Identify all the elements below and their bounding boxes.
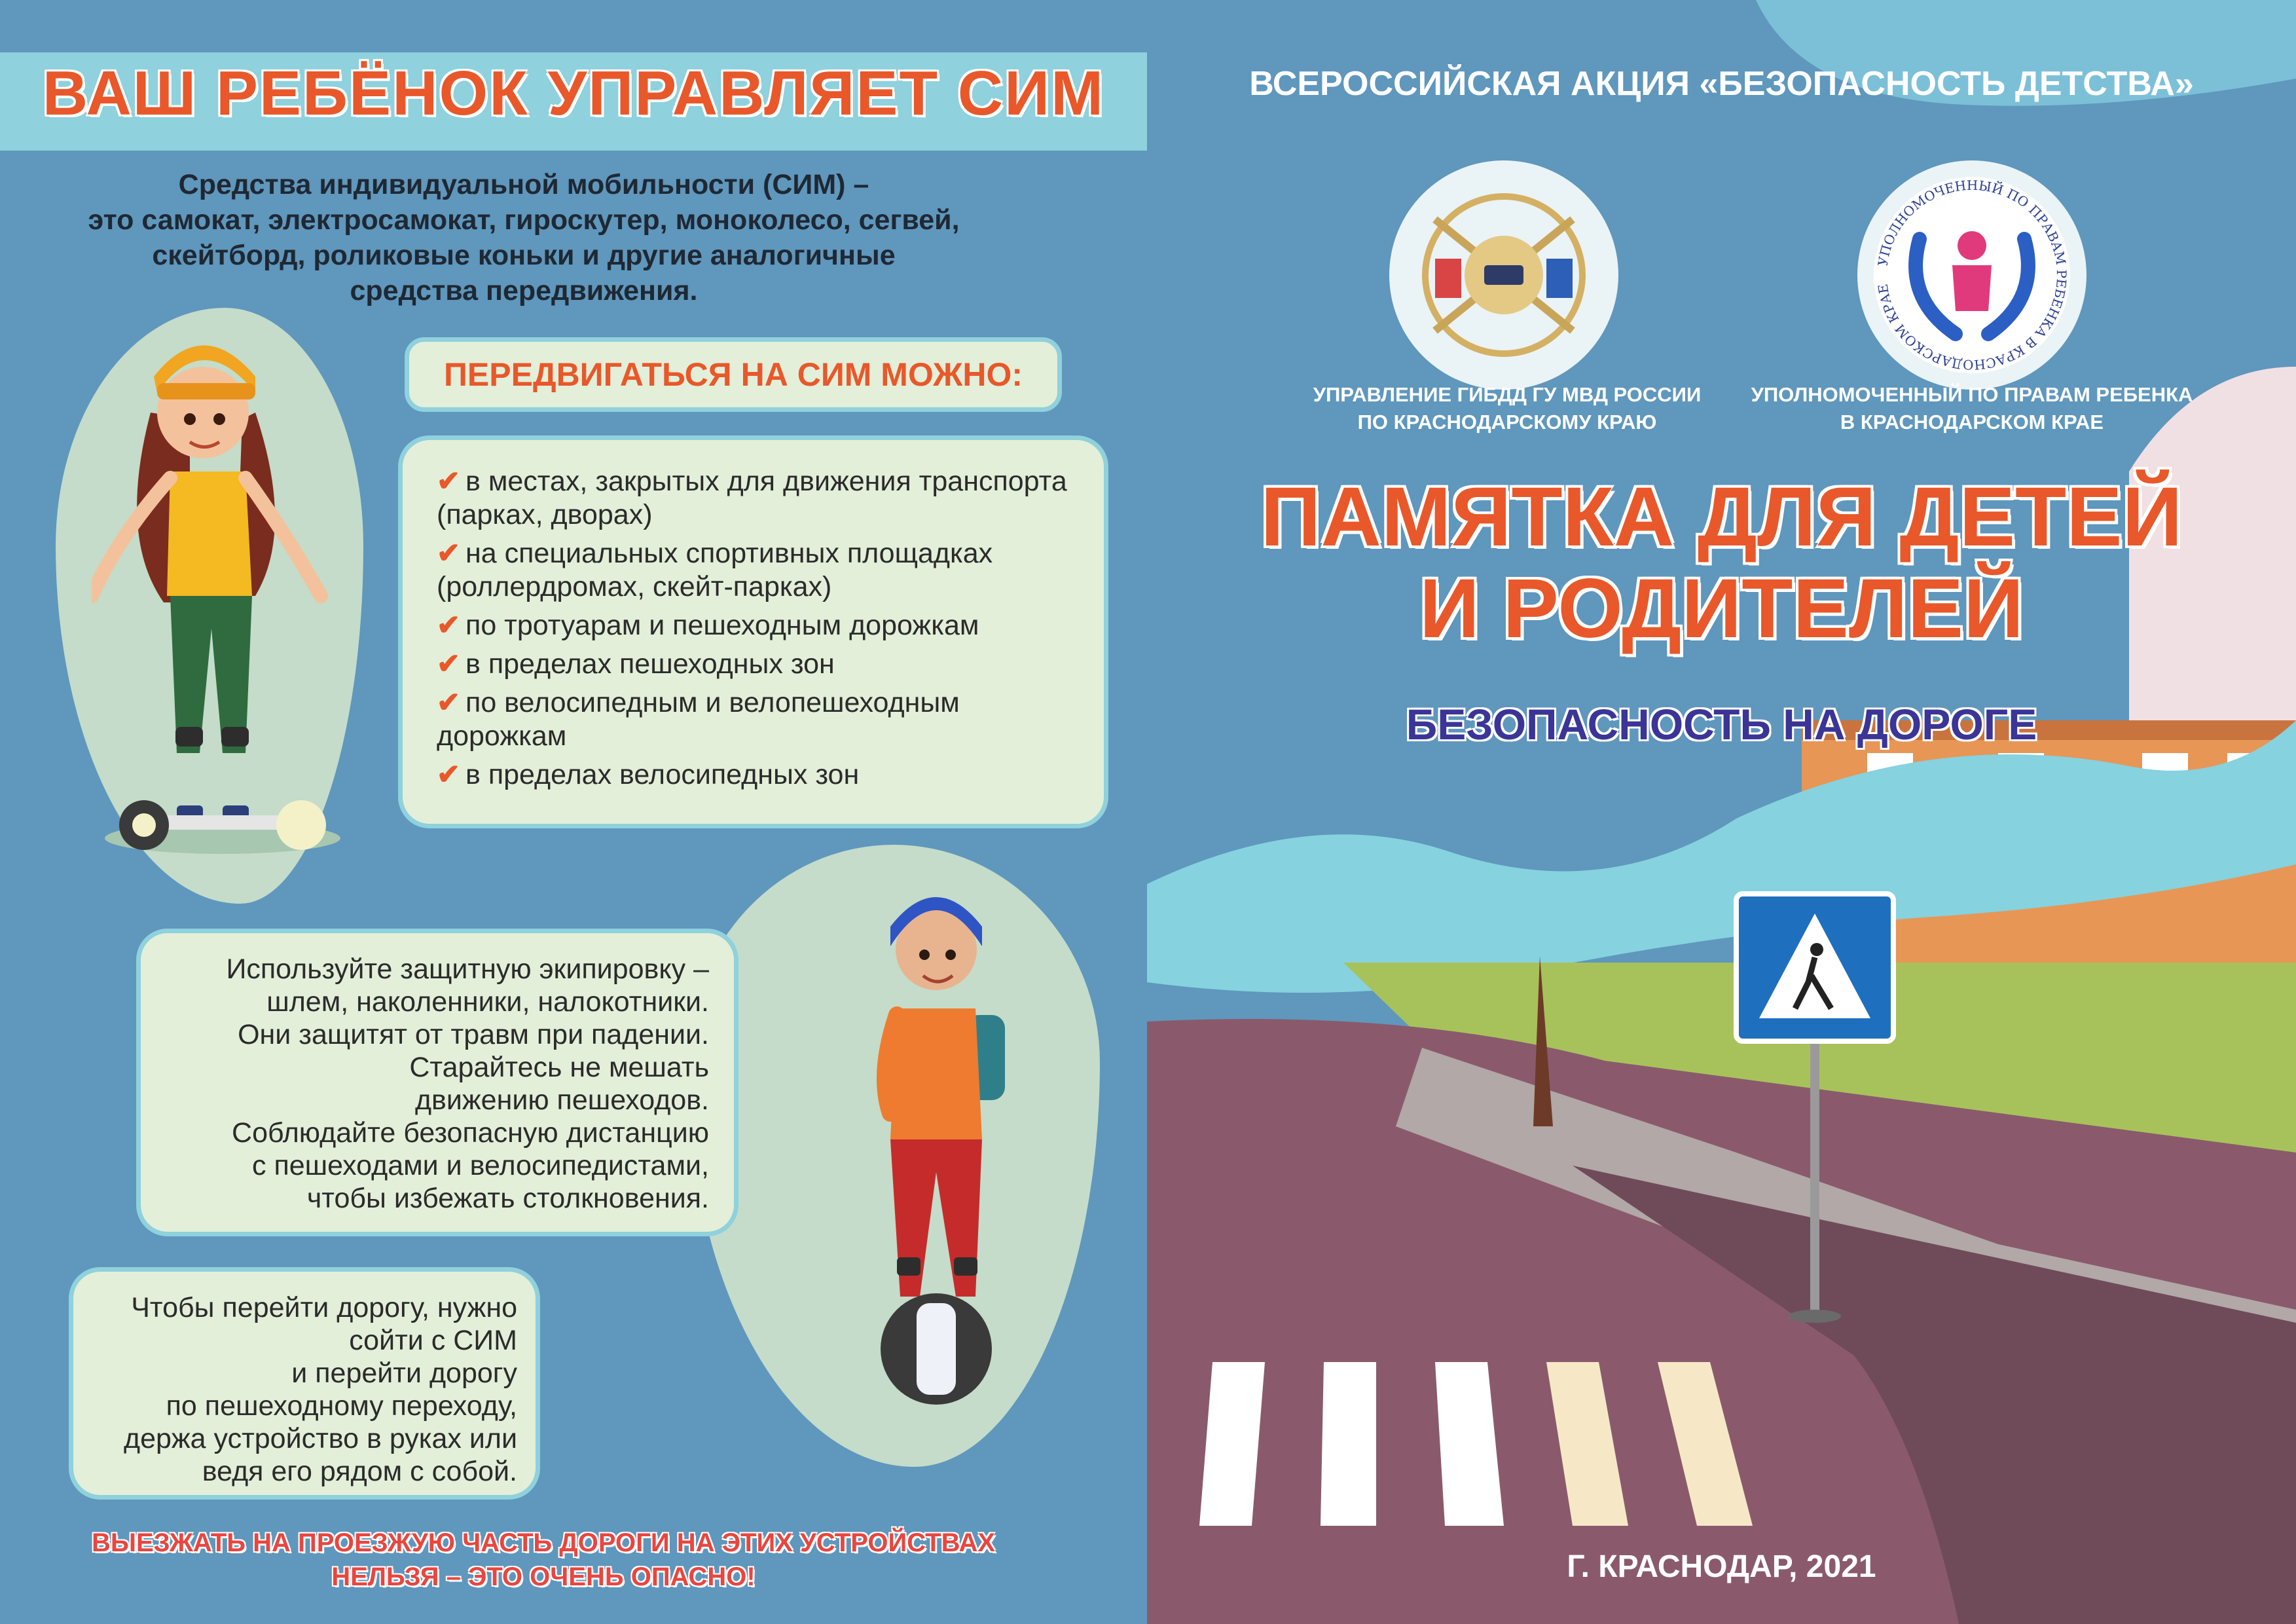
campaign-title: ВСЕРОССИЙСКАЯ АКЦИЯ «БЕЗОПАСНОСТЬ ДЕТСТВА» bbox=[1249, 65, 2194, 103]
equipment-advice-card: Используйте защитную экипировку – шлем, наколенники, налокотники. Они защитят от травм при падении. Старайтесь не мешать движению пешеходов. Соблюдайте безопасную дистанцию с пешеходами и велосипедистами, чтобы избежать столкновения. bbox=[136, 929, 738, 1236]
main-title: ВАШ РЕБЁНОК УПРАВЛЯЕТ СИМ bbox=[42, 58, 1105, 128]
emblem-ring-text: УПОЛНОМОЧЕННЫЙ ПО ПРАВАМ РЕБЕНКА В КРАСНОДАРСКОМ КРАЕ bbox=[1874, 177, 2070, 373]
list-item: ✔ на специальных спортивных площадках (роллердромах, скейт-парках) bbox=[437, 538, 993, 602]
girl-on-hoverboard-illustration bbox=[92, 321, 367, 864]
left-page bbox=[0, 0, 1147, 1624]
traffic-police-emblem-icon bbox=[1389, 160, 1618, 390]
checkmark-icon: ✔ bbox=[437, 538, 461, 569]
crossing-advice-card: Чтобы перейти дорогу, нужно сойти с СИМ и перейти дорогу по пешеходному переходу, держа устройство в руках или ведя его рядом с собой. bbox=[69, 1267, 540, 1500]
org1-caption: УПРАВЛЕНИЕ ГИБДД ГУ МВД РОССИИ ПО КРАСНОДАРСКОМУ КРАЮ bbox=[1313, 383, 1702, 434]
memo-title: ПАМЯТКА ДЛЯ ДЕТЕЙ И РОДИТЕЛЕЙ bbox=[1260, 470, 2183, 655]
intro-line: скейтборд, роликовые коньки и другие аналогичные bbox=[152, 240, 896, 271]
child-ombudsman-emblem-icon bbox=[1857, 160, 2086, 390]
intro-line: средства передвижения. bbox=[350, 275, 698, 306]
intro-text bbox=[52, 167, 995, 308]
list-item: ✔ в местах, закрытых для движения транспорта (парках, дворах) bbox=[437, 466, 1067, 530]
checkmark-icon: ✔ bbox=[437, 687, 461, 718]
traffic-police-emblem bbox=[1389, 160, 1618, 390]
list-item: ✔ в пределах пешеходных зон bbox=[437, 648, 835, 680]
allowed-label: ПЕРЕДВИГАТЬСЯ НА СИМ МОЖНО: bbox=[405, 337, 1062, 412]
checkmark-icon: ✔ bbox=[437, 466, 461, 497]
city-year: Г. КРАСНОДАР, 2021 bbox=[1567, 1549, 1876, 1584]
checkmark-icon: ✔ bbox=[437, 648, 461, 680]
cover-background-art bbox=[1147, 0, 2296, 1624]
right-page bbox=[1147, 0, 2296, 1624]
list-item: ✔ по тротуарам и пешеходным дорожкам bbox=[437, 610, 979, 641]
allowed-places-card bbox=[398, 435, 1108, 828]
checkmark-icon: ✔ bbox=[437, 610, 461, 641]
org2-caption: УПОЛНОМОЧЕННЫЙ ПО ПРАВАМ РЕБЕНКА В КРАСНОДАРСКОМ КРАЕ bbox=[1751, 383, 2193, 434]
list-item: ✔ по велосипедным и велопешеходным дорожкам bbox=[437, 687, 960, 752]
child-ombudsman-emblem bbox=[1857, 160, 2086, 390]
warning-text: ВЫЕЗЖАТЬ НА ПРОЕЗЖУЮ ЧАСТЬ ДОРОГИ НА ЭТИХ УСТРОЙСТВАХ НЕЛЬЗЯ – ЭТО ОЧЕНЬ ОПАСНО! bbox=[91, 1528, 996, 1591]
allowed-places-list bbox=[437, 465, 1078, 792]
list-item: ✔ в пределах велосипедных зон bbox=[437, 759, 860, 790]
intro-line: Средства индивидуальной мобильности (СИМ) – bbox=[178, 169, 869, 200]
intro-line: это самокат, электросамокат, гироскутер, моноколесо, сегвей, bbox=[88, 204, 960, 236]
checkmark-icon: ✔ bbox=[437, 759, 461, 790]
boy-on-monowheel-illustration bbox=[851, 877, 1034, 1414]
memo-subtitle: БЕЗОПАСНОСТЬ НА ДОРОГЕ bbox=[1406, 700, 2037, 748]
